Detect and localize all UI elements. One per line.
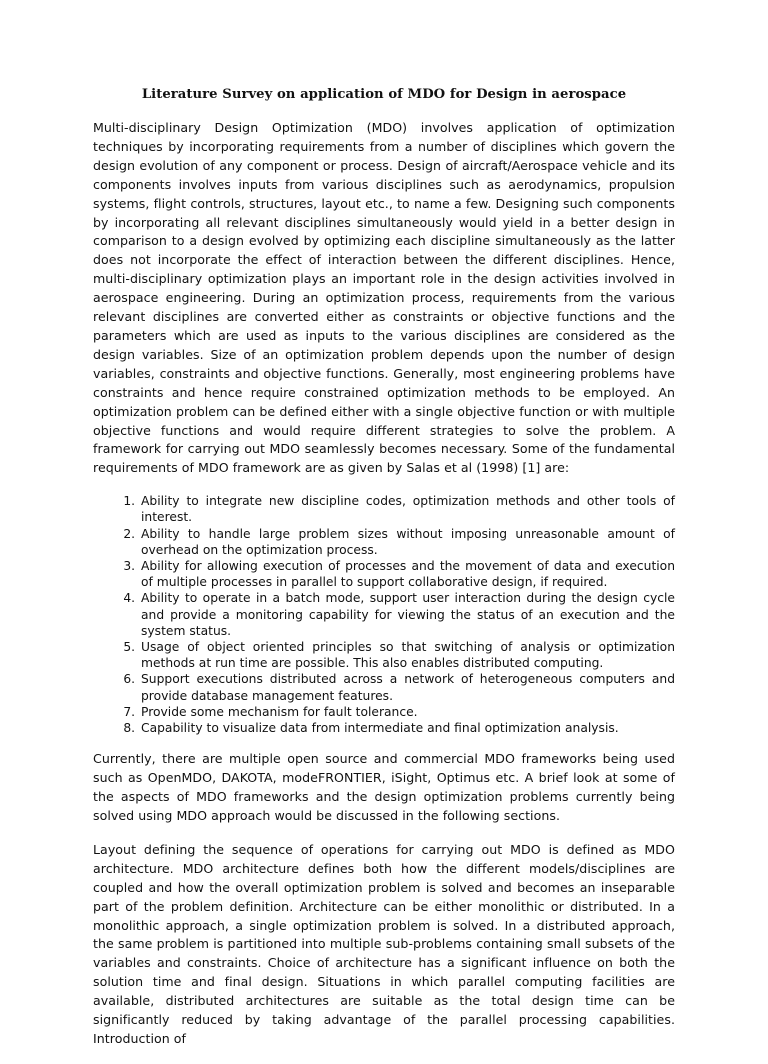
intro-paragraph: Multi-disciplinary Design Optimization (MDO) involves application of optimization techniques by incorporating requirements from a number of disciplines which govern the design evolution of any component or process. Design of aircraft/Aerospace vehicle and its components involves inputs from various disciplines such as aerodynamics, propulsion systems, flight controls, structures, layout etc., to name a few. Designing such components by incorporating all relevant disciplines simultaneously would yield in a better design in comparison to a design evolved by optimizing each discipline simultaneously as the latter does not incorporate the effect of interaction between the different disciplines. Hence, multi-disciplinary optimization plays an important role in the design activities involved in aerospace engineering. During an optimization process, requirements from the various relevant disciplines are converted either as constraints or objective functions and the parameters which are used as inputs to the various disciplines are considered as the design variables. Size of an optimization problem depends upon the number of design variables, constraints and objective functions. Generally, most engineering problems have constraints and hence require constrained optimization methods to be employed. An optimization problem can be defined either with a single objective function or with multiple objective functions and would require different strategies to solve the problem. A framework for carrying out MDO seamlessly becomes necessary. Some of the fundamental requirements of MDO framework are as given by Salas et al (1998) [1] are: <box>93 120 675 476</box>
list-item: 4. Ability to operate in a batch mode, support user interaction during the design cycle and provide a monitoring capability for viewing the status of an execution and the system status. <box>139 590 675 639</box>
list-item: 5. Usage of object oriented principles so that switching of analysis or optimization methods at run time are possible. This also enables distributed computing. <box>139 639 675 671</box>
frameworks-paragraph: Currently, there are multiple open source and commercial MDO frameworks being used such as OpenMDO, DAKOTA, modeFRONTIER, iSight, Optimus etc. A brief look at some of the aspects of MDO frameworks and the design optimization problems currently being solved using MDO approach would be discussed in the following sections. <box>93 751 675 823</box>
list-item: 7. Provide some mechanism for fault tolerance. <box>139 704 675 720</box>
list-item: 8. Capability to visualize data from intermediate and final optimization analysis. <box>139 720 675 736</box>
list-item: 1. Ability to integrate new discipline codes, optimization methods and other tools of interest. <box>139 493 675 525</box>
requirements-list <box>93 493 675 736</box>
document-page <box>93 85 675 1064</box>
document-title: Literature Survey on application of MDO for Design in aerospace <box>141 87 627 102</box>
list-item: 2. Ability to handle large problem sizes without imposing unreasonable amount of overhead on the optimization process. <box>139 526 675 558</box>
architecture-paragraph: Layout defining the sequence of operations for carrying out MDO is defined as MDO architecture. MDO architecture defines both how the different models/disciplines are coupled and how the overall optimization problem is solved and becomes an inseparable part of the problem definition. Architecture can be either monolithic or distributed. In a monolithic approach, a single optimization problem is solved. In a distributed approach, the same problem is partitioned into multiple sub-problems containing small subsets of the variables and constraints. Choice of architecture has a significant influence on both the solution time and final design. Situations in which parallel computing facilities are available, distributed architectures are suitable as the total design time can be significantly reduced by taking advantage of the parallel processing capabilities. Introduction of <box>93 841 675 1046</box>
list-item: 3. Ability for allowing execution of processes and the movement of data and execution of multiple processes in parallel to support collaborative design, if required. <box>139 558 675 590</box>
list-item: 6. Support executions distributed across a network of heterogeneous computers and provide database management features. <box>139 671 675 703</box>
